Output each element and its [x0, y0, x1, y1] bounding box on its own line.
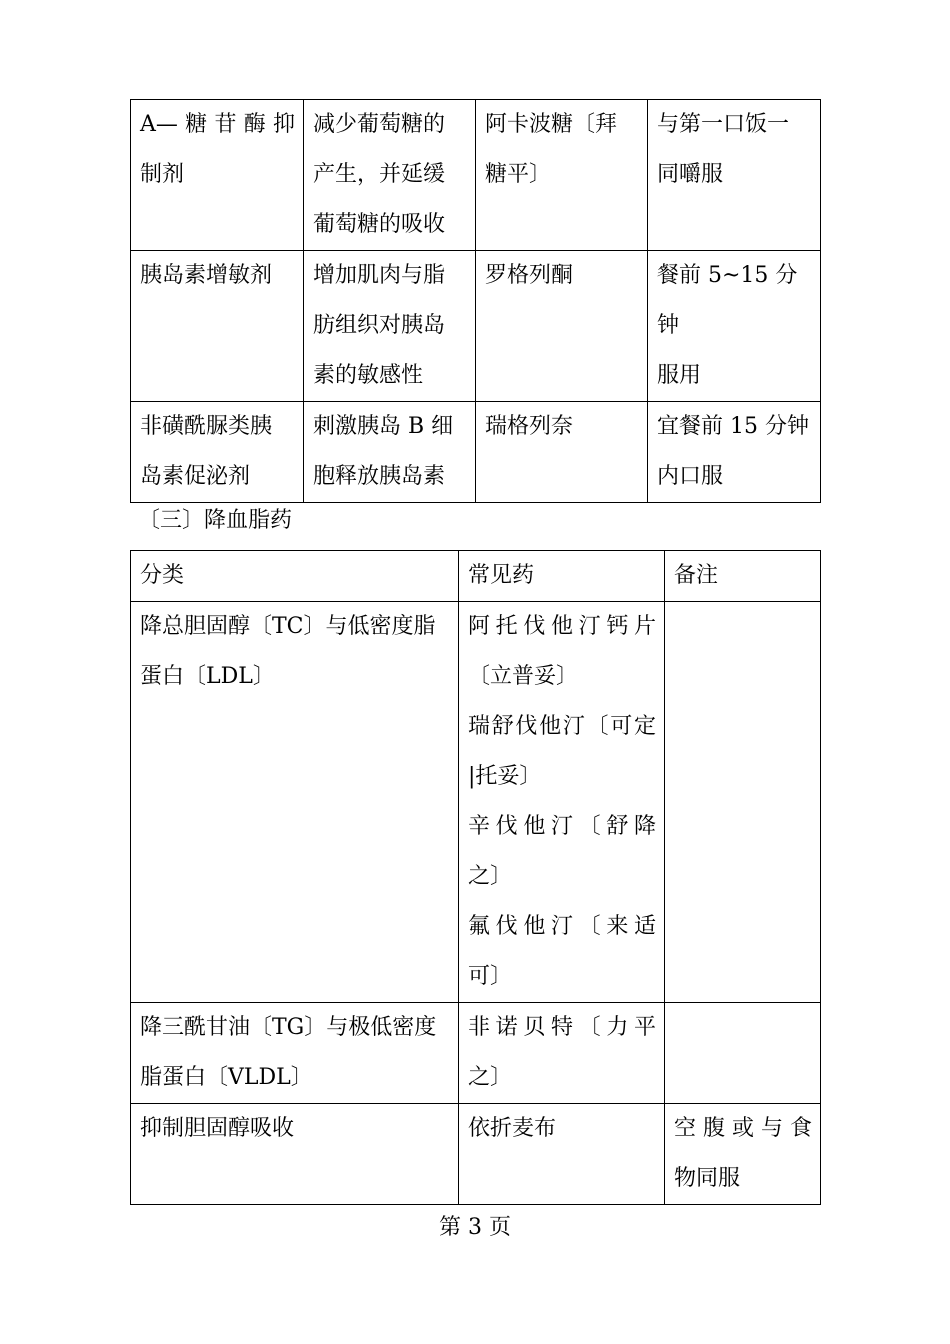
notes-cell — [665, 1003, 821, 1104]
drug-name-cell: 罗格列酮 — [476, 251, 648, 402]
header-notes: 备注 — [665, 551, 821, 602]
drugs-cell: 非诺贝特〔力平 之〕 — [459, 1003, 665, 1104]
drug-class-cell: 胰岛素增敏剂 — [131, 251, 304, 402]
table-row — [131, 1104, 821, 1205]
table-header-row — [131, 551, 821, 602]
drug-class-cell: A—糖苷酶抑 制剂 — [131, 100, 304, 251]
header-category: 分类 — [131, 551, 459, 602]
diabetes-drug-table — [130, 99, 821, 503]
category-cell: 降总胆固醇〔TC〕与低密度脂 蛋白〔LDL〕 — [131, 602, 459, 1003]
page-number: 第 3 页 — [439, 1215, 511, 1240]
category-cell: 降三酰甘油〔TG〕与极低密度 脂蛋白〔VLDL〕 — [131, 1003, 459, 1104]
drug-name-cell: 瑞格列奈 — [476, 402, 648, 503]
section-heading: 〔三〕降血脂药 — [138, 508, 293, 533]
mechanism-cell: 减少葡萄糖的 产生，并延缓 葡萄糖的吸收 — [304, 100, 476, 251]
header-drugs: 常见药 — [459, 551, 665, 602]
drugs-cell: 依折麦布 — [459, 1104, 665, 1205]
usage-cell: 餐前 5~15 分钟 服用 — [648, 251, 821, 402]
lipid-drug-table — [130, 550, 821, 1205]
table-row — [131, 100, 821, 251]
drug-class-cell: 非磺酰脲类胰 岛素促泌剂 — [131, 402, 304, 503]
table-row — [131, 1003, 821, 1104]
drug-name-cell: 阿卡波糖〔拜 糖平〕 — [476, 100, 648, 251]
mechanism-cell: 增加肌肉与脂 肪组织对胰岛 素的敏感性 — [304, 251, 476, 402]
table-row — [131, 602, 821, 1003]
category-cell: 抑制胆固醇吸收 — [131, 1104, 459, 1205]
table-row — [131, 402, 821, 503]
usage-cell: 宜餐前 15 分钟 内口服 — [648, 402, 821, 503]
usage-cell: 与第一口饭一 同嚼服 — [648, 100, 821, 251]
notes-cell: 空腹或与食 物同服 — [665, 1104, 821, 1205]
notes-cell — [665, 602, 821, 1003]
mechanism-cell: 刺激胰岛 B 细 胞释放胰岛素 — [304, 402, 476, 503]
drugs-cell: 阿托伐他汀钙片 〔立普妥〕 瑞舒伐他汀〔可定 |托妥〕 辛伐他汀〔舒降 之〕 氟伐他汀〔来适 可〕 — [459, 602, 665, 1003]
table-row — [131, 251, 821, 402]
